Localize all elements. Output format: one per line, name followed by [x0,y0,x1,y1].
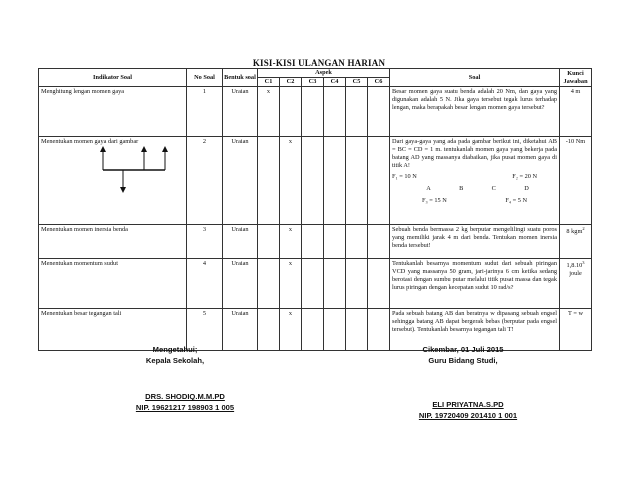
kunci-value: 8 kgm [566,228,583,236]
indikator-cell: Menentukan momen inersia benda [39,225,187,259]
indikator-cell: Menghitung lengan momen gaya [39,87,187,137]
indikator-text: Menentukan momen gaya dari gambar [41,138,139,146]
force-f4: F₄ = 5 N [505,197,528,205]
aspek-c4-cell [324,87,346,137]
no-cell: 2 [187,137,223,225]
header-row [39,69,592,78]
aspek-c1-cell [258,309,280,351]
signature-right-name: ELI PRIYATNA.S.PD [432,400,504,409]
aspek-c4-cell [324,225,346,259]
soal-cell [390,137,560,225]
force-f3: F₃ = 15 N [422,197,447,205]
aspek-c3-cell [302,309,324,351]
document-title: KISI-KISI ULANGAN HARIAN [252,58,386,68]
header-aspek-c3: C3 [302,78,324,87]
header-indikator: Indikator Soal [39,69,187,87]
signature-left-labels [110,344,240,366]
kunci-exponent: 3 [582,260,585,266]
point-d: D [524,185,529,193]
header-aspek-c6: C6 [368,78,390,87]
soal-cell: Besar momen gaya suatu benda adalah 20 Nm, dan gaya yang digunakan adalah 5 N. Jika gaya tersebut tegak lurus terhadap lengan, maka berapakah besar lengan momen gaya tersebut? [390,87,560,137]
soal-cell: Sebuah benda bermassa 2 kg berputar mengelilingi suatu poros yang memiliki jarak 4 m dari benda. Tentukan momen inersia benda tersebut! [390,225,560,259]
table-row [39,225,592,259]
aspek-c6-cell [368,309,390,351]
kunci-cell: T = w [560,309,592,351]
aspek-c2-cell: x [280,309,302,351]
force-f1: F₁ = 10 N [392,173,417,181]
aspek-c2-cell: x [280,259,302,309]
bentuk-cell: Uraian [223,259,258,309]
aspek-c5-cell [346,309,368,351]
aspek-c2-cell: x [280,225,302,259]
signature-left-label2: Kepala Sekolah, [145,356,205,365]
header-aspek-c2: C2 [280,78,302,87]
aspek-c4-cell [324,137,346,225]
point-b: B [459,185,464,193]
aspek-c5-cell [346,137,368,225]
aspek-c1-cell [258,225,280,259]
header-aspek-c1: C1 [258,78,280,87]
soal-cell: Tentukanlah besarnya momentum sudut dari sebuah piringan VCD yang massanya 50 gram, jari-jarinya 6 cm ketika sedang berotasi dengan sumbu putar melalui titik pusat massa dan tegak lurus piringan dengan kecepatan sudut 10 rad/s? [390,259,560,309]
signature-right-labels [388,344,538,366]
kunci-value: 1,8.10 [566,262,583,270]
aspek-c1-cell [258,137,280,225]
aspek-c3-cell [302,87,324,137]
bentuk-cell: Uraian [223,137,258,225]
force-values-bottom [392,197,557,205]
indikator-cell: Menentukan momentum sudut [39,259,187,309]
aspek-c3-cell [302,225,324,259]
kisi-kisi-table [38,68,592,351]
header-aspek-c4: C4 [324,78,346,87]
header-aspek: Aspek [258,69,390,78]
table-row [39,87,592,137]
force-values-top [392,173,557,181]
point-a: A [426,185,431,193]
no-cell: 3 [187,225,223,259]
aspek-c1-cell [258,259,280,309]
soal-text: Dari gaya-gaya yang ada pada gambar berikut ini, diketahui AB = BC = CD = 1 m. tentukanlah momen gaya yang bekerja pada batang AD yang massanya diabaikan, jika pusat momen gaya di titik A! [392,138,558,170]
header-bentuk-soal: Bentuk soal [223,69,258,87]
aspek-c4-cell [324,259,346,309]
force-diagram-svg [41,146,181,194]
signature-left-block [95,391,275,413]
table-row [39,259,592,309]
signature-left-label1: Mengetahui; [152,345,198,354]
kunci-cell: -10 Nm [560,137,592,225]
signature-left-nip: NIP. 19621217 198903 1 005 [135,403,235,412]
point-labels [392,185,557,193]
signature-right-block [378,399,558,421]
kunci-cell [560,225,592,259]
force-f2: F₂ = 20 N [512,173,538,181]
indikator-cell [39,137,187,225]
kunci-cell [560,259,592,309]
aspek-c5-cell [346,87,368,137]
signature-right-nip: NIP. 19720409 201410 1 001 [418,411,518,420]
aspek-c2-cell [280,87,302,137]
aspek-c6-cell [368,87,390,137]
kunci-unit: joule [569,270,582,278]
signature-left-name: DRS. SHODIQ.M.M.PD [145,392,225,401]
aspek-c3-cell [302,137,324,225]
kunci-cell: 4 m [560,87,592,137]
no-cell: 1 [187,87,223,137]
signature-right-label2: Guru Bidang Studi, [428,356,498,365]
aspek-c6-cell [368,259,390,309]
bentuk-cell: Uraian [223,87,258,137]
force-diagram [41,146,184,194]
bentuk-cell: Uraian [223,309,258,351]
header-kunci-jawaban: Kunci Jawaban [560,69,592,87]
aspek-c5-cell [346,259,368,309]
no-cell: 4 [187,259,223,309]
aspek-c3-cell [302,259,324,309]
point-c: C [491,185,496,193]
aspek-c4-cell [324,309,346,351]
header-aspek-c5: C5 [346,78,368,87]
signature-right-label1: Cikembar, 01 Juli 2015 [422,345,504,354]
bentuk-cell: Uraian [223,225,258,259]
kunci-exponent: 2 [582,226,585,232]
indikator-cell: Menentukan besar tegangan tali [39,309,187,351]
aspek-c1-cell: x [258,87,280,137]
header-soal: Soal [390,69,560,87]
no-cell: 5 [187,309,223,351]
aspek-c5-cell [346,225,368,259]
aspek-c6-cell [368,225,390,259]
aspek-c2-cell: x [280,137,302,225]
header-no-soal: No Soal [187,69,223,87]
aspek-c6-cell [368,137,390,225]
table-row [39,137,592,225]
soal-cell: Pada sebuah batang AB dan beratnya w dipasang sebuah engsel sehingga batang AB dapat bergerak bebas (berputar pada engsel tersebut). Tentukanlah besarnya tegangan tali T! [390,309,560,351]
